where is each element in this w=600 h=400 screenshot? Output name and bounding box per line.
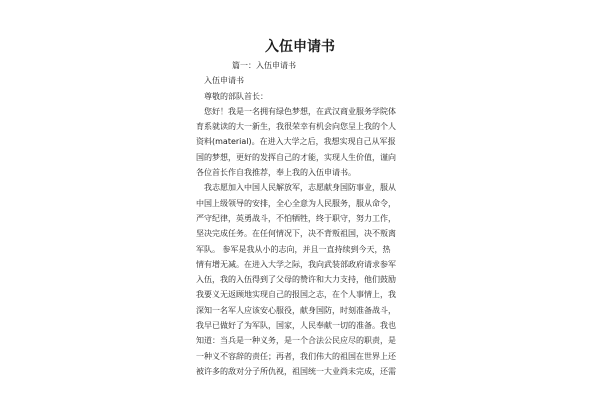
heading-line: 入伍申请书 [204, 76, 244, 86]
paragraph-line: 严守纪律，英勇战斗，不怕牺牲，终于职守，努力工作， [196, 213, 396, 223]
paragraph-line: 坚决完成任务。在任何情况下，决不背叛祖国，决不叛离 [196, 229, 396, 239]
paragraph-line: 入伍，我的入伍得到了父母的赞许和大力支持，他们鼓励 [196, 275, 396, 285]
paragraph-line: 军队。 参军是我从小的志向，并且一直持续到今天，热 [196, 244, 391, 254]
subtitle-line: 篇一：入伍申请书 [232, 61, 296, 70]
paragraph-line: 情有增无减。在进入大学之际，我向武装部政府请求参军 [196, 259, 396, 269]
paragraph-line: 中国上级领导的安排，全心全意为人民服务，服从命令， [196, 198, 396, 208]
paragraph-line: 您好！我是一名拥有绿色梦想，在武汉商业服务学院体 [204, 106, 396, 116]
paragraph-line: 我要义无返顾地实现自己的报国之志，在个人事情上，我 [196, 290, 396, 300]
paragraph-line: 我志愿加入中国人民解放军，志愿献身国防事业，服从 [204, 183, 396, 193]
paragraph-line: 我早已做好了为军队，国家，人民奉献一切的准备。我也 [196, 321, 396, 331]
document-body [196, 58, 410, 379]
paragraph-line: 一种义不容辞的责任；再者，我们伟大的祖国在世界上还 [196, 351, 396, 361]
paragraph-line: 知道：当兵是一种义务，是一个合法公民应尽的职责，是 [196, 336, 396, 346]
paragraph-line: 育系就读的大一新生，我很荣幸有机会向您呈上我的个人 [196, 122, 396, 132]
document-title: 入伍申请书 [265, 39, 335, 55]
paragraph-line: 国的梦想，更好的发挥自己的才能，实现人生价值，谨向 [196, 152, 396, 162]
salutation-line: 尊敬的部队首长： [204, 91, 268, 101]
paragraph-line: 被许多的敌对分子所仇视，祖国统一大业尚未完成，还需 [196, 366, 396, 376]
paragraph-line: 资料(material)。在进入大学之后，我想实现自己从军报 [196, 137, 396, 147]
paragraph-line: 各位首长作自我推荐，奉上我的入伍申请书。 [196, 168, 356, 178]
paragraph-line: 深知一名军人应该安心服役，献身国防，时刻准备战斗， [196, 305, 396, 315]
